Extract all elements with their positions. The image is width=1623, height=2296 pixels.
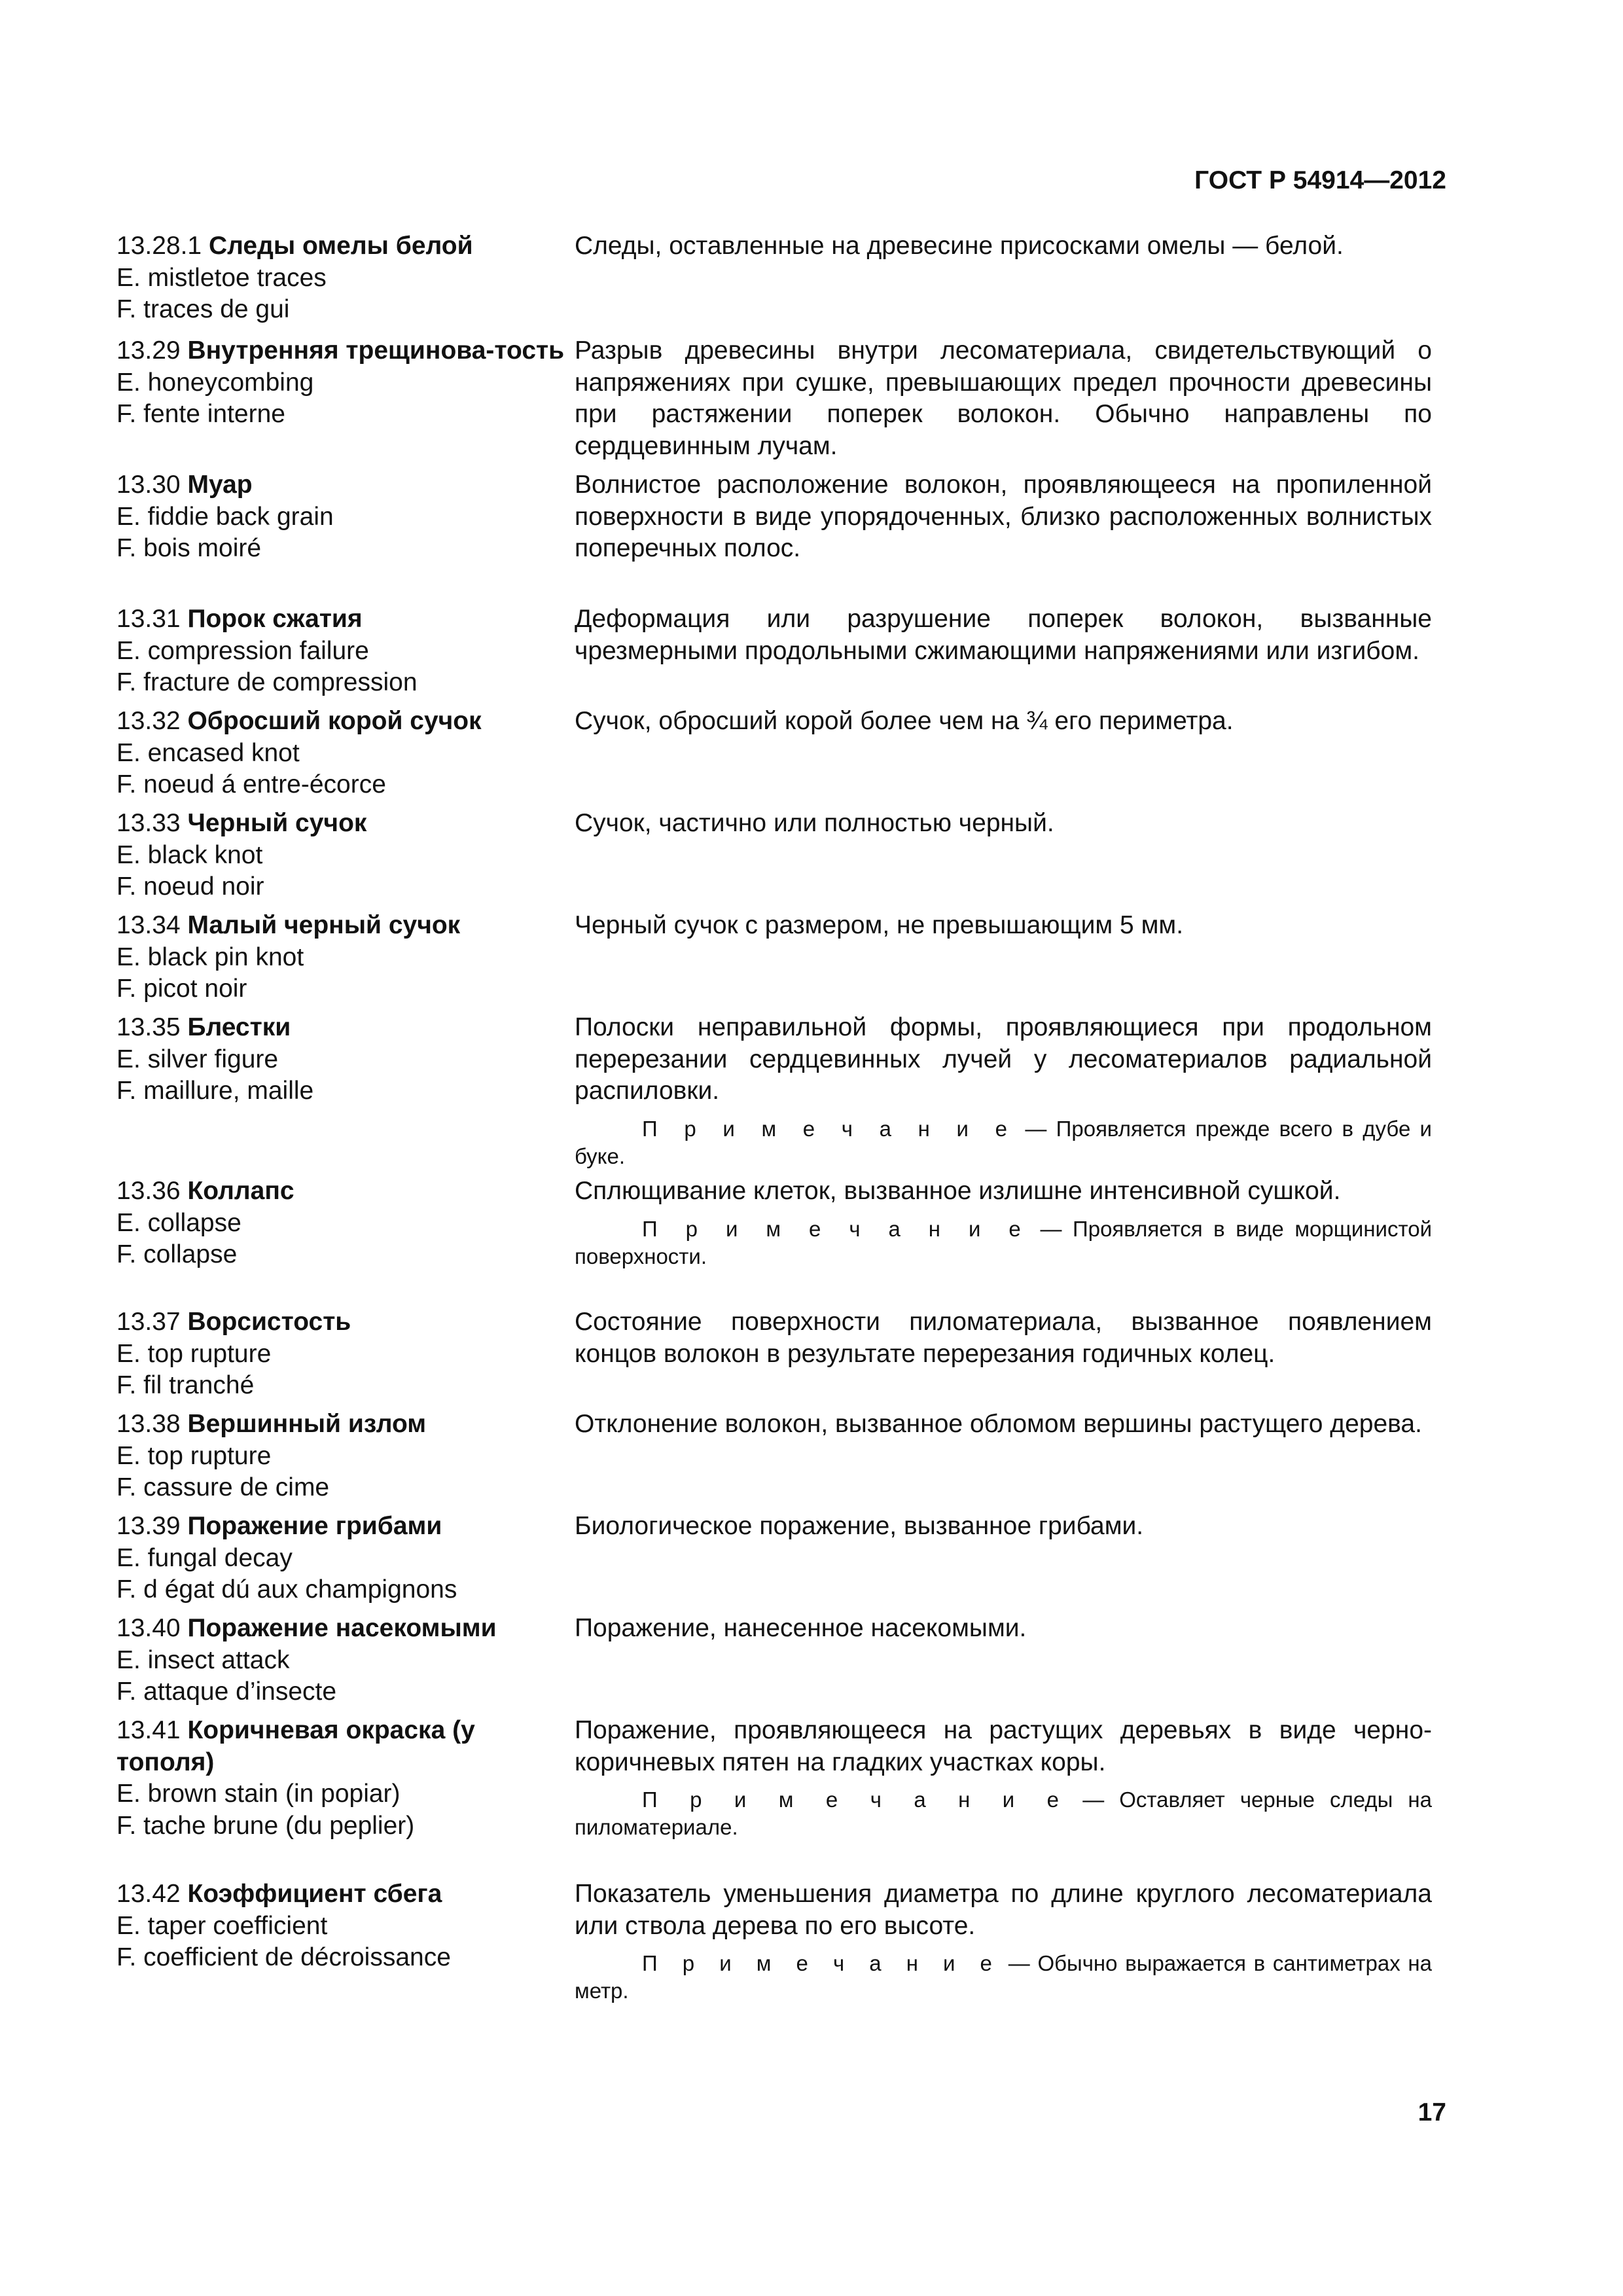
- term-french: F. maillure, maille: [116, 1077, 314, 1105]
- definition-column: [575, 1511, 1432, 1543]
- term-number: 13.40: [116, 1614, 181, 1642]
- term-column: [116, 335, 575, 431]
- term-title: Поражение грибами: [187, 1512, 442, 1540]
- term-english: E. compression failure: [116, 636, 369, 665]
- definition-text: Биологическое поражение, вызванное грибами.: [575, 1512, 1144, 1540]
- definition-text: Полоски неправильной формы, проявляющиеся при продольном перерезании сердцевинных лучей у лесоматериалов радиальной распиловки.: [575, 1013, 1432, 1105]
- term-french: F. collapse: [116, 1240, 238, 1268]
- term-number: 13.32: [116, 707, 181, 735]
- term-column: [116, 230, 575, 326]
- term-french: F. noeud noir: [116, 872, 264, 901]
- term-entry: [116, 910, 1432, 1012]
- term-entry: [116, 1878, 1432, 2009]
- definition-column: [575, 706, 1432, 738]
- definition-column: [575, 230, 1432, 262]
- definition-column: [575, 1715, 1432, 1841]
- term-column: [116, 1012, 575, 1107]
- term-french: F. attaque d’insecte: [116, 1677, 337, 1706]
- term-title: Обросший корой сучок: [187, 707, 482, 735]
- term-column: [116, 1715, 575, 1842]
- term-title: Следы омелы белой: [208, 232, 473, 260]
- definition-column: [575, 808, 1432, 840]
- term-entry: [116, 230, 1432, 335]
- term-english: E. collapse: [116, 1208, 241, 1237]
- definition-column: [575, 1175, 1432, 1270]
- term-title: Черный сучок: [187, 809, 367, 837]
- definition-column: [575, 603, 1432, 667]
- definition-column: [575, 1408, 1432, 1441]
- term-number: 13.34: [116, 911, 181, 939]
- term-column: [116, 1408, 575, 1504]
- definition-column: [575, 1012, 1432, 1170]
- term-number: 13.29: [116, 336, 181, 365]
- term-column: [116, 1175, 575, 1271]
- definition-text: Состояние поверхности пиломатериала, вызванное появлением концов волокон в результате перерезания годичных колец.: [575, 1308, 1432, 1368]
- term-english: E. honeycombing: [116, 368, 314, 397]
- definition-column: [575, 910, 1432, 942]
- term-title: Порок сжатия: [187, 605, 363, 633]
- term-column: [116, 1878, 575, 1974]
- note-text: — Проявляется в виде морщинистой поверхности.: [575, 1216, 1433, 1268]
- page-number: 17: [1418, 2098, 1446, 2126]
- note: [575, 1215, 1432, 1270]
- term-entry: [116, 335, 1432, 469]
- term-entry: [116, 603, 1432, 706]
- term-french: F. bois moiré: [116, 534, 262, 562]
- definition-text: Следы, оставленные на древесине присосками омелы — белой.: [575, 232, 1344, 260]
- term-english: E. encased knot: [116, 738, 300, 767]
- definition-column: [575, 335, 1432, 462]
- term-french: F. fente interne: [116, 400, 285, 428]
- term-column: [116, 1613, 575, 1708]
- term-title: Внутренняя трещинова-тость: [187, 336, 565, 365]
- term-english: E. insect attack: [116, 1645, 290, 1674]
- term-english: E. black knot: [116, 840, 263, 869]
- term-column: [116, 910, 575, 1005]
- term-column: [116, 706, 575, 801]
- term-title: Коллапс: [187, 1177, 294, 1205]
- term-french: F. picot noir: [116, 975, 247, 1003]
- definition-text: Разрыв древесины внутри лесоматериала, свидетельствующий о напряжениях при сушке, превышающих предел прочности древесины при растяжении поперек волокон. Обычно направлены по сердцевинным лучам.: [575, 336, 1432, 460]
- term-french: F. traces de gui: [116, 295, 290, 323]
- term-french: F. tache brune (du peplier): [116, 1811, 415, 1840]
- terms-list: [116, 230, 1432, 2009]
- definition-text: Сучок, частично или полностью черный.: [575, 809, 1054, 837]
- term-english: E. mistletoe traces: [116, 263, 327, 292]
- definition-text: Сплющивание клеток, вызванное излишне интенсивной сушкой.: [575, 1177, 1341, 1205]
- term-number: 13.33: [116, 809, 181, 837]
- term-title: Коричневая окраска (у тополя): [116, 1716, 475, 1776]
- term-title: Малый черный сучок: [187, 911, 461, 939]
- term-title: Блестки: [187, 1013, 291, 1041]
- term-french: F. fracture de compression: [116, 668, 418, 696]
- term-english: E. taper coefficient: [116, 1911, 328, 1940]
- term-column: [116, 1511, 575, 1606]
- definition-text: Волнистое расположение волокон, проявляющееся на пропиленной поверхности в виде упорядоченных, близко расположенных волнистых поперечных полос.: [575, 471, 1432, 562]
- term-title: Поражение насекомыми: [187, 1614, 497, 1642]
- note-text: — Обычно выражается в сантиметрах на метр.: [575, 1951, 1433, 2003]
- term-column: [116, 1306, 575, 1402]
- term-number: 13.39: [116, 1512, 181, 1540]
- term-column: [116, 469, 575, 565]
- definition-text: Показатель уменьшения диаметра по длине круглого лесоматериала или ствола дерева по его высоте.: [575, 1880, 1432, 1940]
- term-entry: [116, 1012, 1432, 1175]
- term-title: Ворсистость: [187, 1308, 351, 1336]
- term-number: 13.35: [116, 1013, 181, 1041]
- note-text: — Проявляется прежде всего в дубе и буке.: [575, 1116, 1432, 1168]
- definition-column: [575, 1306, 1432, 1370]
- term-english: E. fiddie back grain: [116, 502, 334, 531]
- term-entry: [116, 1511, 1432, 1613]
- term-entry: [116, 1408, 1432, 1511]
- term-number: 13.41: [116, 1716, 181, 1744]
- term-english: E. fungal decay: [116, 1543, 293, 1572]
- definition-text: Поражение, проявляющееся на растущих деревьях в виде черно-коричневых пятен на гладких участках коры.: [575, 1716, 1432, 1776]
- note-label: П р и м е ч а н и е: [642, 1787, 1068, 1812]
- term-number: 13.42: [116, 1880, 181, 1908]
- definition-column: [575, 469, 1432, 565]
- document-code: ГОСТ Р 54914—2012: [1194, 166, 1446, 194]
- definition-column: [575, 1613, 1432, 1645]
- term-french: F. coefficient de décroissance: [116, 1943, 451, 1971]
- term-number: 13.38: [116, 1410, 181, 1438]
- term-french: F. fil tranché: [116, 1371, 255, 1399]
- term-french: F. cassure de cime: [116, 1473, 330, 1501]
- term-title: Коэффициент сбега: [187, 1880, 442, 1908]
- term-entry: [116, 1715, 1432, 1878]
- term-entry: [116, 706, 1432, 808]
- term-number: 13.31: [116, 605, 181, 633]
- definition-text: Отклонение волокон, вызванное обломом вершины растущего дерева.: [575, 1410, 1422, 1438]
- note: [575, 1786, 1432, 1841]
- term-column: [116, 603, 575, 699]
- note-label: П р и м е ч а н и е: [642, 1951, 1001, 1975]
- term-title: Муар: [187, 471, 253, 499]
- term-title: Вершинный излом: [187, 1410, 427, 1438]
- definition-text: Сучок, обросший корой более чем на ¾ его периметра.: [575, 707, 1234, 735]
- definition-text: Черный сучок с размером, не превышающим 5 мм.: [575, 911, 1184, 939]
- note: [575, 1115, 1432, 1170]
- term-english: E. top rupture: [116, 1339, 272, 1368]
- term-number: 13.30: [116, 471, 181, 499]
- term-number: 13.37: [116, 1308, 181, 1336]
- term-entry: [116, 1175, 1432, 1306]
- term-english: E. brown stain (in popiar): [116, 1780, 401, 1808]
- term-french: F. d égat dú aux champignons: [116, 1575, 457, 1604]
- term-entry: [116, 1306, 1432, 1408]
- note-text: — Оставляет черные следы на пиломатериале.: [575, 1787, 1433, 1839]
- term-number: 13.36: [116, 1177, 181, 1205]
- term-english: E. top rupture: [116, 1441, 272, 1470]
- term-english: E. black pin knot: [116, 942, 304, 971]
- term-english: E. silver figure: [116, 1045, 279, 1073]
- note: [575, 1950, 1432, 2005]
- term-number: 13.28.1: [116, 232, 202, 260]
- definition-text: Поражение, нанесенное насекомыми.: [575, 1614, 1027, 1642]
- term-entry: [116, 469, 1432, 603]
- note-label: П р и м е ч а н и е: [642, 1216, 1029, 1241]
- note-label: П р и м е ч а н и е: [642, 1116, 1016, 1141]
- term-column: [116, 808, 575, 903]
- term-french: F. noeud á entre-écorce: [116, 770, 386, 798]
- term-entry: [116, 1613, 1432, 1715]
- term-entry: [116, 808, 1432, 910]
- definition-column: [575, 1878, 1432, 2005]
- definition-text: Деформация или разрушение поперек волокон, вызванные чрезмерными продольными сжимающими напряжениями или изгибом.: [575, 605, 1432, 665]
